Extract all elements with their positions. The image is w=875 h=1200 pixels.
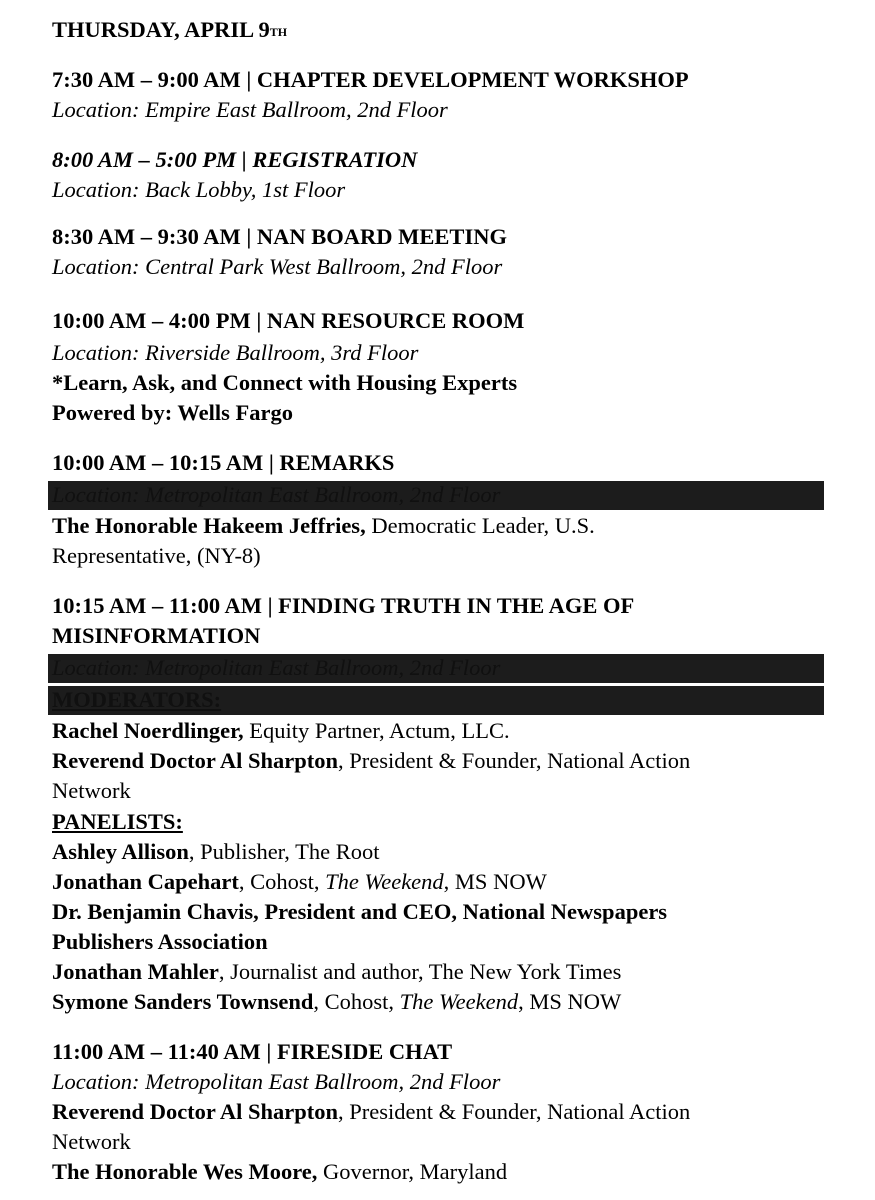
speaker-title: Governor, Maryland (317, 1159, 508, 1184)
moderator-title-continued: Network (52, 778, 131, 803)
day-title-text: THURSDAY, APRIL 9 (52, 17, 270, 42)
panelist-entry-continued: Publishers Association (52, 929, 268, 954)
session-location: Location: Central Park West Ballroom, 2nd Floor (52, 254, 503, 279)
panelist-entry (52, 837, 379, 867)
speaker-name: Reverend Doctor Al Sharpton (52, 1099, 339, 1124)
panelist-title: , Cohost, (238, 869, 326, 894)
panelist-name: Symone Sanders Townsend (52, 989, 314, 1014)
redacted-moderators-bar (48, 686, 824, 715)
moderators-label: MODERATORS: (52, 687, 222, 712)
session-heading: 7:30 AM – 9:00 AM | CHAPTER DEVELOPMENT WORKSHOP (52, 67, 689, 92)
speaker-entry (52, 1157, 507, 1187)
session-note: *Learn, Ask, and Connect with Housing Experts (52, 370, 518, 395)
day-title-suffix: TH (269, 25, 288, 39)
session-location: Location: Riverside Ballroom, 3rd Floor (52, 340, 419, 365)
moderator-title: Equity Partner, Actum, LLC. (243, 718, 510, 743)
panelist-entry: Dr. Benjamin Chavis, President and CEO, National Newspapers (52, 899, 668, 924)
moderator-name: Reverend Doctor Al Sharpton (52, 748, 339, 773)
moderator-title: , President & Founder, National Action (338, 748, 691, 773)
session-heading: 10:00 AM – 4:00 PM | NAN RESOURCE ROOM (52, 308, 525, 333)
speaker-title: Democratic Leader, U.S. (365, 513, 595, 538)
moderator-entry (52, 716, 510, 746)
session-heading: 10:15 AM – 11:00 AM | FINDING TRUTH IN THE AGE OF (52, 593, 635, 618)
session-heading: 8:30 AM – 9:30 AM | NAN BOARD MEETING (52, 224, 507, 249)
session-heading: 10:00 AM – 10:15 AM | REMARKS (52, 450, 395, 475)
panelist-name: Ashley Allison (52, 839, 189, 864)
session-location: Location: Metropolitan East Ballroom, 2nd Floor (52, 482, 501, 507)
panelist-title: , Cohost, (313, 989, 400, 1014)
panelists-label: PANELISTS: (52, 809, 183, 834)
panelist-title-network: , MS NOW (443, 869, 547, 894)
speaker-name: The Honorable Hakeem Jeffries, (52, 513, 366, 538)
speaker-entry (52, 511, 595, 541)
session-location: Location: Metropolitan East Ballroom, 2nd Floor (52, 1069, 501, 1094)
speaker-title: , President & Founder, National Action (338, 1099, 691, 1124)
speaker-name: The Honorable Wes Moore, (52, 1159, 318, 1184)
panelist-title: , Publisher, The Root (188, 839, 380, 864)
session-sponsor: Powered by: Wells Fargo (52, 400, 294, 425)
session-heading: 8:00 AM – 5:00 PM | REGISTRATION (52, 147, 418, 172)
moderator-name: Rachel Noerdlinger, (52, 718, 244, 743)
session-heading-continued: MISINFORMATION (52, 623, 261, 648)
speaker-entry (52, 1097, 690, 1127)
panelist-title-network: , MS NOW (518, 989, 622, 1014)
show-name: The Weekend (399, 989, 519, 1014)
panelist-title: , Journalist and author, The New York Times (218, 959, 622, 984)
session-heading: 11:00 AM – 11:40 AM | FIRESIDE CHAT (52, 1039, 453, 1064)
session-location: Location: Empire East Ballroom, 2nd Floor (52, 97, 448, 122)
redacted-location-bar (48, 654, 824, 683)
panelist-name: Jonathan Capehart (52, 869, 239, 894)
speaker-title-continued: Network (52, 1129, 131, 1154)
moderator-entry (52, 746, 690, 776)
session-location: Location: Back Lobby, 1st Floor (52, 177, 346, 202)
speaker-title-continued: Representative, (NY-8) (52, 543, 261, 568)
panelist-name: Jonathan Mahler (52, 959, 219, 984)
panelist-entry (52, 867, 547, 897)
redacted-location-bar (48, 481, 824, 510)
show-name: The Weekend (325, 869, 444, 894)
panelist-entry (52, 957, 621, 987)
session-location: Location: Metropolitan East Ballroom, 2nd Floor (52, 655, 501, 680)
panelist-entry (52, 987, 621, 1017)
day-title (52, 15, 287, 45)
